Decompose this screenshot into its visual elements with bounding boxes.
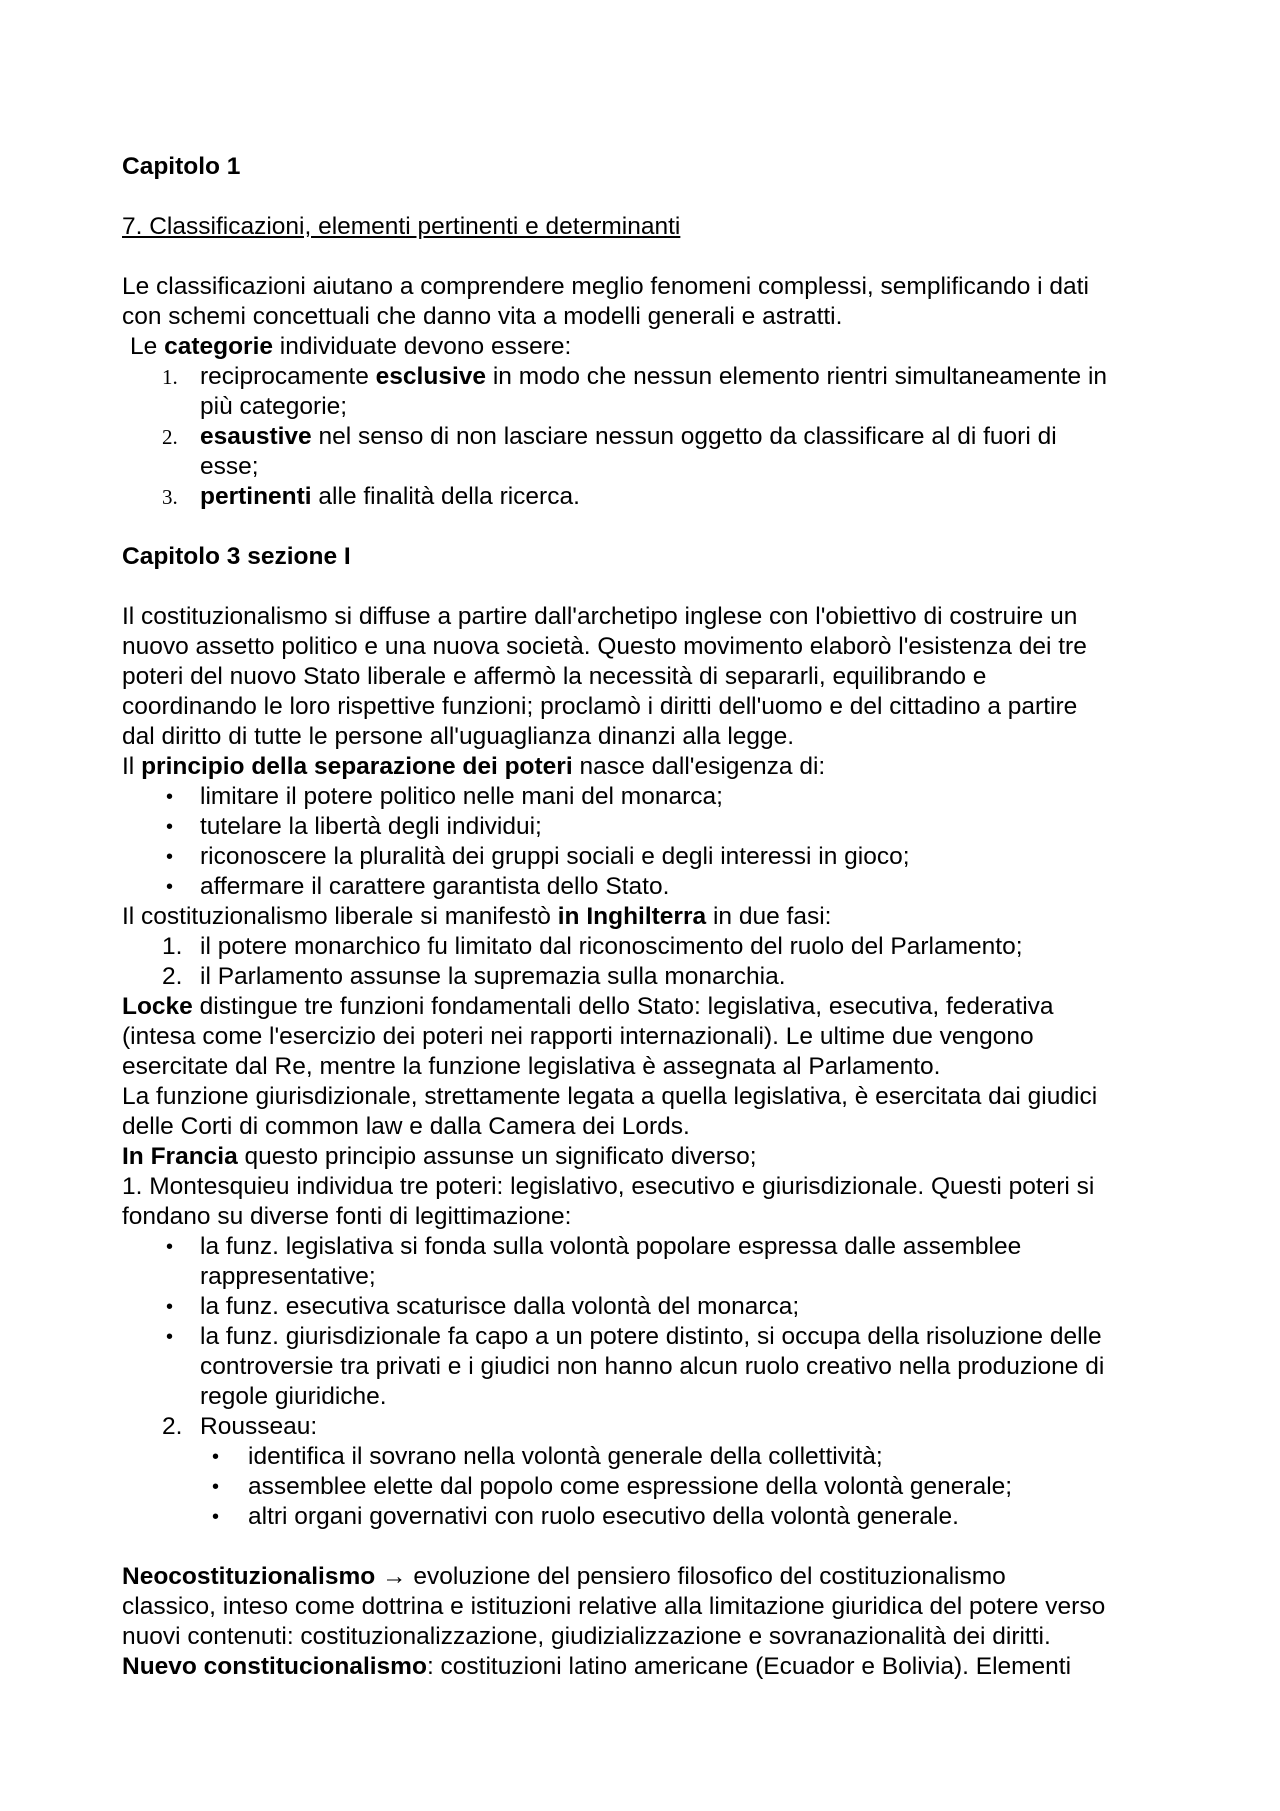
list-item-continuation: più categorie; xyxy=(200,393,348,420)
list-item: 1. reciprocamente esclusive in modo che nessun elemento rientri simultaneamente in xyxy=(162,363,1108,390)
paragraph-line: delle Corti di common law e dalla Camera dei Lords. xyxy=(122,1113,690,1140)
list-item: 2. il Parlamento assunse la supremazia sulla monarchia. xyxy=(162,963,786,990)
bullet-item: • tutelare la libertà degli individui; xyxy=(166,813,542,840)
paragraph-line: Le classificazioni aiutano a comprendere meglio fenomeni complessi, semplificando i dati xyxy=(122,273,1089,300)
separation-principle-intro: Il principio della separazione dei poteri nasce dall'esigenza di: xyxy=(122,753,826,780)
arrow-icon: → xyxy=(382,1563,407,1590)
bullet-item: • la funz. esecutiva scaturisce dalla volontà del monarca; xyxy=(166,1293,800,1320)
bullet-item: • la funz. legislativa si fonda sulla volontà popolare espressa dalle assemblee xyxy=(166,1233,1022,1260)
bullet-item: • limitare il potere politico nelle mani del monarca; xyxy=(166,783,723,810)
paragraph-line: coordinando le loro rispettive funzioni; proclamò i diritti dell'uomo e del cittadino a partire xyxy=(122,693,1078,720)
paragraph-line: con schemi concettuali che danno vita a modelli generali e astratti. xyxy=(122,303,843,330)
bullet-icon: • xyxy=(166,876,174,898)
paragraph-line: 1. Montesquieu individua tre poteri: legislativo, esecutivo e giurisdizionale. Questi poteri si xyxy=(122,1173,1095,1200)
paragraph-line: fondano su diverse fonti di legittimazione: xyxy=(122,1203,572,1230)
bullet-item: • la funz. giurisdizionale fa capo a un potere distinto, si occupa della risoluzione delle xyxy=(166,1323,1102,1350)
bullet-item: • altri organi governativi con ruolo esecutivo della volontà generale. xyxy=(212,1503,959,1530)
chapter-3-heading: Capitolo 3 sezione I xyxy=(122,543,351,570)
bullet-item: • riconoscere la pluralità dei gruppi sociali e degli interessi in gioco; xyxy=(166,843,910,870)
paragraph-line: esercitate dal Re, mentre la funzione legislativa è assegnata al Parlamento. xyxy=(122,1053,941,1080)
document-body xyxy=(122,152,1182,1682)
bullet-icon: • xyxy=(166,1326,174,1348)
bullet-continuation: rappresentative; xyxy=(200,1263,376,1290)
bullet-icon: • xyxy=(166,1236,174,1258)
bullet-icon: • xyxy=(212,1506,220,1528)
locke-paragraph: Locke distingue tre funzioni fondamentali dello Stato: legislativa, esecutiva, federativa xyxy=(122,993,1054,1020)
list-item: 3. pertinenti alle finalità della ricerca. xyxy=(162,483,580,510)
chapter-1-heading: Capitolo 1 xyxy=(122,153,241,180)
paragraph-line: nuovo assetto politico e una nuova società. Questo movimento elaborò l'esistenza dei tre xyxy=(122,633,1087,660)
paragraph-line: nuovi contenuti: costituzionalizzazione, giudizializzazione e sovranazionalità dei diritti. xyxy=(122,1623,1051,1650)
england-intro: Il costituzionalismo liberale si manifestò in Inghilterra in due fasi: xyxy=(122,903,832,930)
bullet-item: • assemblee elette dal popolo come espressione della volontà generale; xyxy=(212,1473,1013,1500)
bullet-continuation: controversie tra privati e i giudici non hanno alcun ruolo creativo nella produzione di xyxy=(200,1353,1105,1380)
bullet-item: • identifica il sovrano nella volontà generale della collettività; xyxy=(212,1443,883,1470)
paragraph-line: dal diritto di tutte le persone all'uguaglianza dinanzi alla legge. xyxy=(122,723,795,750)
paragraph-line: classico, inteso come dottrina e istituzioni relative alla limitazione giuridica del potere verso xyxy=(122,1593,1106,1620)
bullet-icon: • xyxy=(212,1476,220,1498)
bullet-icon: • xyxy=(166,1296,174,1318)
bullet-item: • affermare il carattere garantista dello Stato. xyxy=(166,873,670,900)
categories-intro: Le categorie individuate devono essere: xyxy=(130,333,572,360)
list-item: 1. il potere monarchico fu limitato dal riconoscimento del ruolo del Parlamento; xyxy=(162,933,1023,960)
paragraph-line: Il costituzionalismo si diffuse a partire dall'archetipo inglese con l'obiettivo di costruire un xyxy=(122,603,1078,630)
list-item-continuation: esse; xyxy=(200,453,259,480)
france-intro: In Francia questo principio assunse un significato diverso; xyxy=(122,1143,757,1170)
paragraph-line: La funzione giurisdizionale, strettamente legata a quella legislativa, è esercitata dai giudici xyxy=(122,1083,1098,1110)
neocostituzionalismo-paragraph: Neocostituzionalismo → evoluzione del pensiero filosofico del costituzionalismo xyxy=(122,1563,1006,1590)
bullet-icon: • xyxy=(212,1446,220,1468)
bullet-icon: • xyxy=(166,816,174,838)
paragraph-line: (intesa come l'esercizio dei poteri nei rapporti internazionali). Le ultime due vengono xyxy=(122,1023,1034,1050)
bullet-continuation: regole giuridiche. xyxy=(200,1383,387,1410)
list-item: 2. esaustive nel senso di non lasciare nessun oggetto da classificare al di fuori di xyxy=(162,423,1057,450)
section-7-heading: 7. Classificazioni, elementi pertinenti e determinanti xyxy=(122,213,681,240)
list-item: 2. Rousseau: xyxy=(162,1413,318,1440)
bullet-icon: • xyxy=(166,786,174,808)
nuevo-constitucionalismo-paragraph: Nuevo constitucionalismo: costituzioni latino americane (Ecuador e Bolivia). Elementi xyxy=(122,1653,1072,1680)
paragraph-line: poteri del nuovo Stato liberale e affermò la necessità di separarli, equilibrando e xyxy=(122,663,987,690)
bullet-icon: • xyxy=(166,846,174,868)
